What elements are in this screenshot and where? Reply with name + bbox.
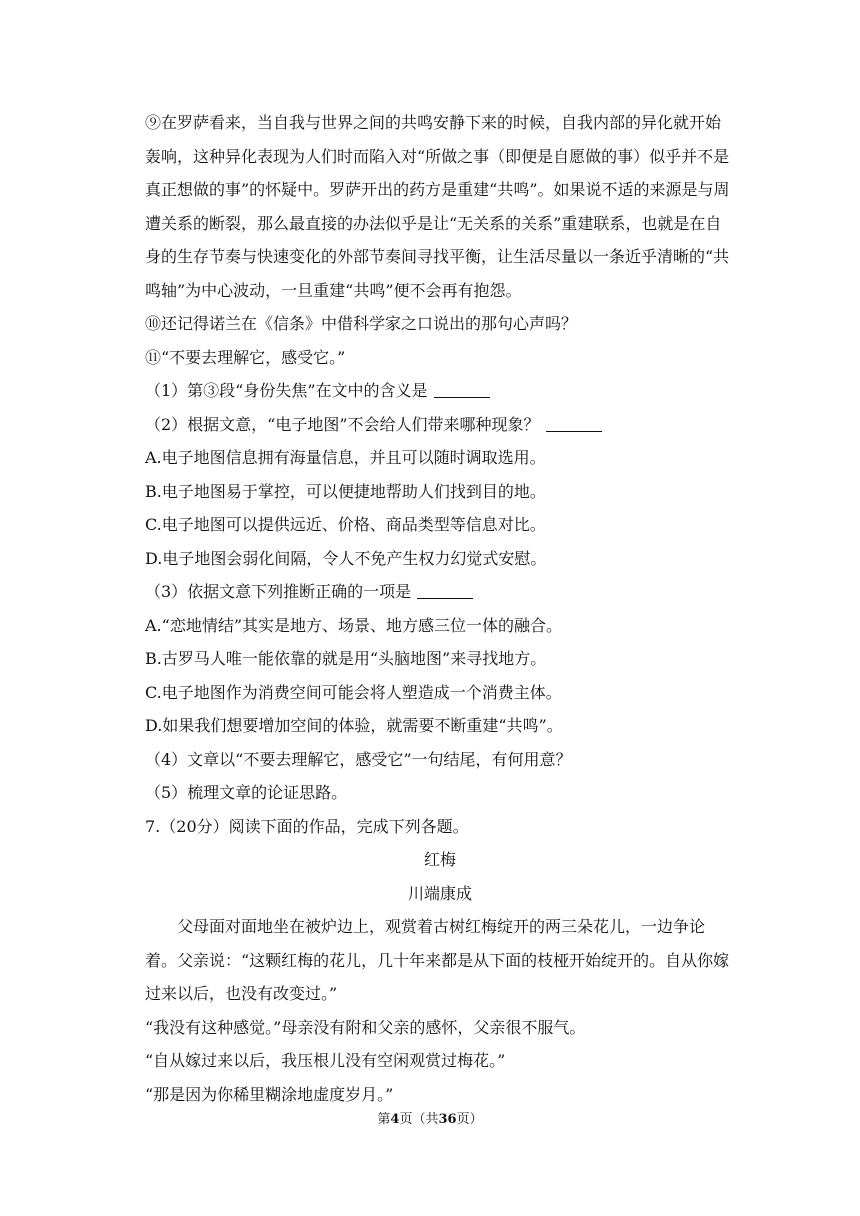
story-dialogue: “我没有这种感觉。”母亲没有附和父亲的感怀，父亲很不服气。: [145, 1017, 586, 1037]
story-paragraph: 父母面对面地坐在被炉边上，观赏着古树红梅绽开的两三朵花儿，一边争论着。父亲说：“这颗红梅的花儿，几十年来都是从下面的枝桠开始绽开的。自从你嫁过来以后，也没有改变过。”: [145, 917, 730, 1003]
option-d: D.电子地图会弱化间隔，令人不免产生权力幻觉式安慰。: [145, 548, 547, 568]
page-number: 4: [390, 1112, 400, 1127]
story-author: 川端康成: [407, 883, 472, 903]
question-3: （3）依据文意下列推断正确的一项是: [145, 575, 735, 609]
question-4: （4）文章以“不要去理解它，感受它”一句结尾，有何用意？: [145, 749, 572, 769]
page-footer: 第4页（共36页）: [377, 1112, 483, 1127]
question-5: （5）梳理文章的论证思路。: [145, 783, 348, 802]
paragraph-10: ⑩还记得诺兰在《信条》中借科学家之口说出的那句心声吗？: [145, 314, 578, 333]
page-content: [145, 106, 735, 1111]
story-dialogue: “自从嫁过来以后，我压根儿没有空闲观赏过梅花。”: [145, 1051, 506, 1070]
option-b: B.古罗马人唯一能依靠的就是用“头脑地图”来寻找地方。: [145, 649, 547, 668]
option-b: B.电子地图易于掌控，可以便捷地帮助人们找到目的地。: [145, 481, 546, 501]
question-1: （1）第③段“身份失焦”在文中的含义是: [145, 374, 735, 408]
option-a: A.电子地图信息拥有海量信息，并且可以随时调取选用。: [145, 448, 546, 467]
story-title: 红梅: [423, 850, 456, 869]
paragraph-9: ⑨在罗萨看来，当自我与世界之间的共鸣安静下来的时候，自我内部的异化就开始轰响，这种异化表现为人们时而陷入对“所做之事（即便是自愿做的事）似乎并不是真正想做的事”的怀疑中。罗萨开出的药方是重建“共鸣”。如果说不适的来源是与周遭关系的断裂，那么最直接的办法似乎是让“无关系的关系”重建联系，也就是在自身的生存节奏与快速变化的外部节奏间寻找平衡，让生活尽量以一条近乎清晰的“共鸣轴”为中心波动，一旦重建“共鸣”便不会再有抱怨。: [145, 113, 730, 300]
answer-blank[interactable]: [434, 381, 490, 398]
answer-blank[interactable]: [417, 582, 473, 599]
page-total: 36: [438, 1112, 457, 1127]
question-2: （2）根据文意，“电子地图”不会给人们带来哪种现象？: [145, 408, 735, 442]
section-7-heading: 7.（20分）阅读下面的作品，完成下列各题。: [145, 816, 469, 836]
option-d: D.如果我们想要增加空间的体验，就需要不断重建“共鸣”。: [145, 716, 563, 735]
answer-blank[interactable]: [546, 415, 602, 432]
option-a: A.“恋地情结”其实是地方、场景、地方感三位一体的融合。: [145, 615, 563, 635]
paragraph-11: ⑪“不要去理解它，感受它。”: [145, 347, 346, 367]
story-dialogue: “那是因为你稀里糊涂地虚度岁月。”: [145, 1084, 394, 1104]
option-c: C.电子地图可以提供远近、价格、商品类型等信息对比。: [145, 515, 546, 534]
option-c: C.电子地图作为消费空间可能会将人塑造成一个消费主体。: [145, 682, 562, 702]
